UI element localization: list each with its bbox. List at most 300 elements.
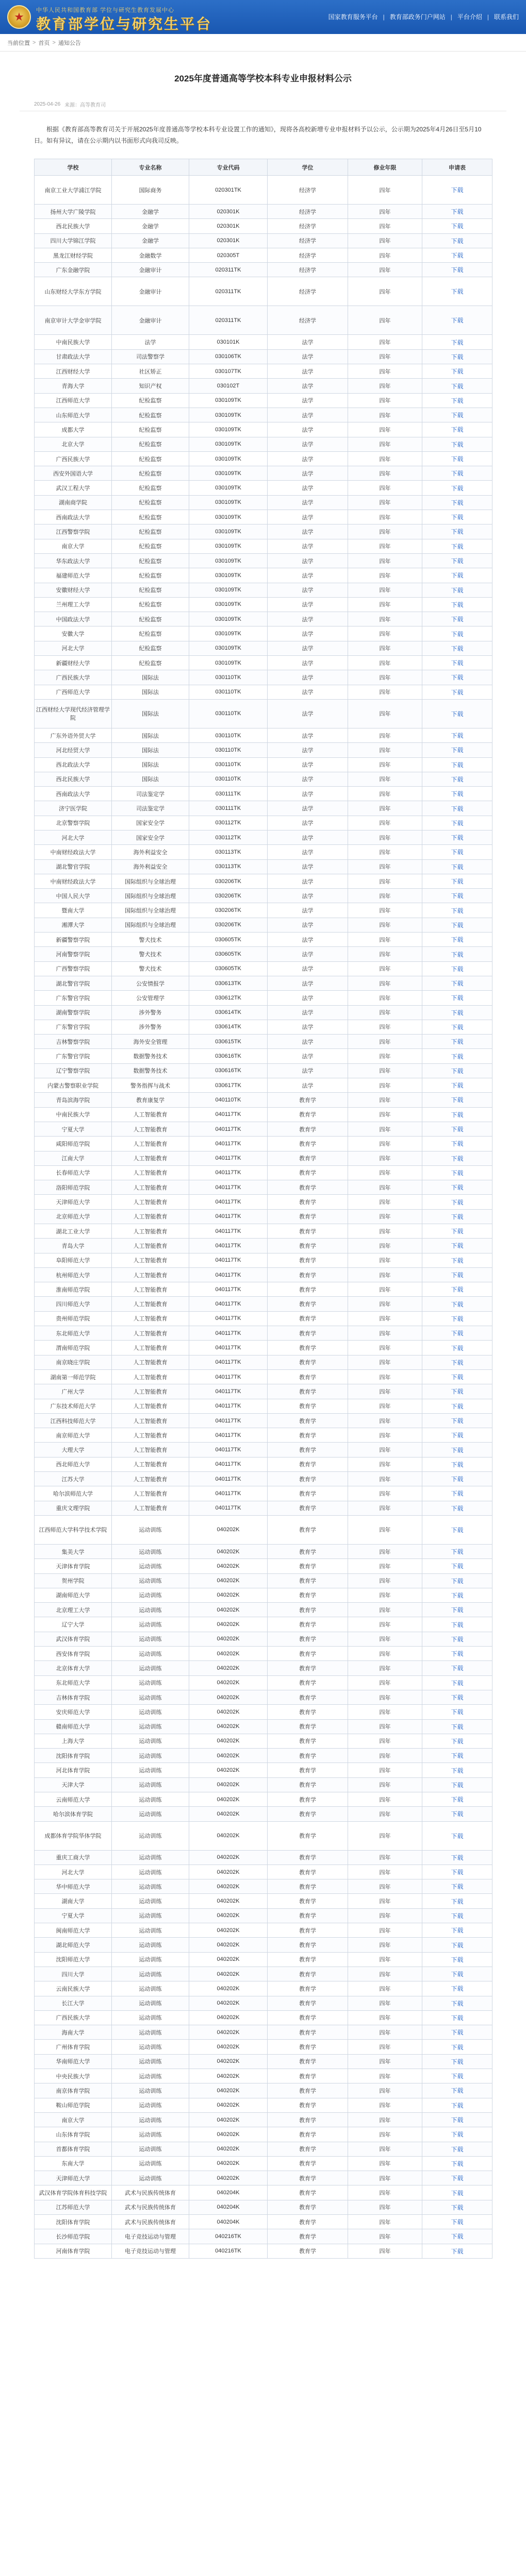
duration-cell: 四年 xyxy=(348,1180,422,1195)
download-link[interactable]: 下载 xyxy=(451,1169,464,1177)
download-link[interactable]: 下载 xyxy=(451,1228,464,1235)
download-link[interactable]: 下载 xyxy=(451,1286,464,1294)
download-cell xyxy=(422,1035,492,1049)
download-link[interactable]: 下载 xyxy=(451,514,464,521)
download-link[interactable]: 下载 xyxy=(451,1023,464,1031)
download-link[interactable]: 下载 xyxy=(451,266,464,274)
download-link[interactable]: 下载 xyxy=(451,1300,464,1308)
download-link[interactable]: 下载 xyxy=(451,2087,464,2095)
table-row xyxy=(35,1486,492,1501)
download-link[interactable]: 下载 xyxy=(451,317,464,325)
duration-cell: 四年 xyxy=(348,568,422,583)
download-link[interactable]: 下载 xyxy=(451,1096,464,1104)
download-link[interactable]: 下载 xyxy=(451,1694,464,1702)
degree-cell: 教育学 xyxy=(268,1923,348,1938)
download-link[interactable]: 下载 xyxy=(451,1242,464,1250)
duration-cell: 四年 xyxy=(348,670,422,685)
download-link[interactable]: 下载 xyxy=(451,2102,464,2109)
major-cell: 纪检监察 xyxy=(112,524,189,539)
download-cell xyxy=(422,364,492,379)
code-cell: 040117TK xyxy=(189,1122,268,1136)
download-link[interactable]: 下载 xyxy=(451,1461,464,1468)
download-link[interactable]: 下载 xyxy=(451,499,464,506)
download-link[interactable]: 下载 xyxy=(451,412,464,419)
download-link[interactable]: 下载 xyxy=(451,252,464,260)
school-cell: 东南大学 xyxy=(35,2156,112,2171)
table-row xyxy=(35,801,492,816)
degree-cell: 法学 xyxy=(268,524,348,539)
download-link[interactable]: 下载 xyxy=(451,1854,464,1861)
download-cell xyxy=(422,1195,492,1209)
download-link[interactable]: 下载 xyxy=(451,1446,464,1454)
major-cell: 公安管理学 xyxy=(112,991,189,1005)
school-cell: 成都体育学院华体学院 xyxy=(35,1821,112,1850)
download-link[interactable]: 下载 xyxy=(451,1869,464,1876)
duration-cell: 四年 xyxy=(348,2069,422,2083)
download-link[interactable]: 下载 xyxy=(451,1490,464,1498)
download-link[interactable]: 下载 xyxy=(451,1679,464,1687)
download-cell xyxy=(422,583,492,597)
download-cell xyxy=(422,1384,492,1399)
download-link[interactable]: 下载 xyxy=(451,426,464,434)
download-link[interactable]: 下载 xyxy=(451,1737,464,1745)
download-link[interactable]: 下载 xyxy=(451,1621,464,1629)
download-link[interactable]: 下载 xyxy=(451,710,464,718)
download-link[interactable]: 下载 xyxy=(451,528,464,536)
degree-cell: 法学 xyxy=(268,1049,348,1063)
table-row xyxy=(35,1981,492,1996)
download-link[interactable]: 下载 xyxy=(451,1999,464,2007)
major-cell: 纪检监察 xyxy=(112,495,189,510)
download-link[interactable]: 下载 xyxy=(451,936,464,944)
school-cell: 西南政法大学 xyxy=(35,787,112,801)
degree-cell: 教育学 xyxy=(268,2025,348,2040)
table-row xyxy=(35,1253,492,1267)
duration-cell: 四年 xyxy=(348,1632,422,1646)
download-cell xyxy=(422,1632,492,1646)
download-link[interactable]: 下载 xyxy=(451,775,464,783)
majors-table xyxy=(34,159,492,2259)
duration-cell: 四年 xyxy=(348,1544,422,1558)
download-link[interactable]: 下载 xyxy=(451,1752,464,1760)
school-cell: 江西科技师范大学 xyxy=(35,1413,112,1428)
duration-cell: 四年 xyxy=(348,1486,422,1501)
school-cell: 哈尔滨体育学院 xyxy=(35,1807,112,1821)
duration-cell: 四年 xyxy=(348,364,422,379)
download-link[interactable]: 下载 xyxy=(451,1767,464,1774)
download-link[interactable]: 下载 xyxy=(451,2160,464,2167)
school-cell: 西北政法大学 xyxy=(35,757,112,772)
duration-cell: 四年 xyxy=(348,2010,422,2025)
major-cell: 人工智能教育 xyxy=(112,1282,189,1297)
download-cell xyxy=(422,306,492,335)
site-logo[interactable] xyxy=(7,4,213,31)
download-link[interactable]: 下载 xyxy=(451,187,464,194)
download-link[interactable]: 下载 xyxy=(451,1708,464,1716)
table-row xyxy=(35,205,492,219)
duration-cell: 四年 xyxy=(348,2040,422,2054)
download-link[interactable]: 下载 xyxy=(451,921,464,929)
degree-cell: 法学 xyxy=(268,816,348,830)
code-cell: 040202K xyxy=(189,1705,268,1719)
download-link[interactable]: 下载 xyxy=(451,586,464,594)
download-link[interactable]: 下载 xyxy=(451,980,464,988)
download-link[interactable]: 下载 xyxy=(451,397,464,404)
code-cell: 030206TK xyxy=(189,918,268,932)
download-cell xyxy=(422,2098,492,2112)
download-link[interactable]: 下载 xyxy=(451,601,464,608)
download-link[interactable]: 下载 xyxy=(451,1374,464,1381)
download-link[interactable]: 下载 xyxy=(451,1067,464,1075)
download-link[interactable]: 下载 xyxy=(451,1184,464,1192)
duration-cell: 四年 xyxy=(348,205,422,219)
duration-cell: 四年 xyxy=(348,1952,422,1967)
download-link[interactable]: 下载 xyxy=(451,1723,464,1731)
download-link[interactable]: 下载 xyxy=(451,1359,464,1366)
download-link[interactable]: 下载 xyxy=(451,2175,464,2182)
degree-cell: 教育学 xyxy=(268,1282,348,1297)
download-cell xyxy=(422,1180,492,1195)
download-link[interactable]: 下载 xyxy=(451,1526,464,1534)
duration-cell: 四年 xyxy=(348,1559,422,1573)
code-cell: 040202K xyxy=(189,1821,268,1850)
download-link[interactable]: 下载 xyxy=(451,659,464,667)
download-link[interactable]: 下载 xyxy=(451,2189,464,2197)
duration-cell: 四年 xyxy=(348,728,422,742)
major-cell: 运动训练 xyxy=(112,2025,189,2040)
download-link[interactable]: 下载 xyxy=(451,1053,464,1060)
download-cell xyxy=(422,1107,492,1122)
degree-cell: 教育学 xyxy=(268,1486,348,1501)
code-cell: 030612TK xyxy=(189,991,268,1005)
table-row xyxy=(35,933,492,947)
download-link[interactable]: 下载 xyxy=(451,688,464,696)
school-cell: 集美大学 xyxy=(35,1544,112,1558)
download-link[interactable]: 下载 xyxy=(451,732,464,740)
download-link[interactable]: 下载 xyxy=(451,1781,464,1789)
download-link[interactable]: 下载 xyxy=(451,572,464,580)
major-cell: 人工智能教育 xyxy=(112,1165,189,1180)
download-link[interactable]: 下载 xyxy=(451,1832,464,1840)
table-row xyxy=(35,1049,492,1063)
code-cell: 040117TK xyxy=(189,1472,268,1486)
duration-cell: 四年 xyxy=(348,1501,422,1515)
download-link[interactable]: 下载 xyxy=(451,1213,464,1221)
download-link[interactable]: 下载 xyxy=(451,790,464,798)
download-link[interactable]: 下载 xyxy=(451,2116,464,2124)
download-link[interactable]: 下载 xyxy=(451,2233,464,2241)
download-link[interactable]: 下载 xyxy=(451,630,464,638)
download-cell xyxy=(422,1879,492,1894)
breadcrumb-home-link[interactable]: 首页 xyxy=(38,40,50,46)
download-link[interactable]: 下载 xyxy=(451,2145,464,2153)
breadcrumb-notices-link[interactable]: 通知公告 xyxy=(58,40,81,46)
download-link[interactable]: 下载 xyxy=(451,1606,464,1614)
download-link[interactable]: 下载 xyxy=(451,455,464,463)
download-link[interactable]: 下载 xyxy=(451,2043,464,2051)
download-link[interactable]: 下载 xyxy=(451,1635,464,1643)
download-link[interactable]: 下载 xyxy=(451,863,464,871)
download-link[interactable]: 下载 xyxy=(451,1402,464,1410)
download-link[interactable]: 下载 xyxy=(451,2218,464,2226)
major-cell: 运动训练 xyxy=(112,1923,189,1938)
download-link[interactable]: 下载 xyxy=(451,1257,464,1264)
download-link[interactable]: 下载 xyxy=(451,1563,464,1570)
school-cell: 湖南商学院 xyxy=(35,495,112,510)
download-link[interactable]: 下载 xyxy=(451,1985,464,1993)
download-link[interactable]: 下载 xyxy=(451,2131,464,2139)
download-link[interactable]: 下载 xyxy=(451,484,464,492)
school-cell: 沈阳体育学院 xyxy=(35,1749,112,1763)
nav-link-service-platform[interactable]: 国家教育服务平台 xyxy=(328,13,378,21)
download-link[interactable]: 下载 xyxy=(451,1883,464,1891)
school-cell: 云南民族大学 xyxy=(35,1981,112,1996)
download-link[interactable]: 下载 xyxy=(451,1941,464,1949)
download-link[interactable]: 下载 xyxy=(451,1665,464,1672)
download-cell xyxy=(422,1443,492,1457)
code-cell: 040202K xyxy=(189,1573,268,1588)
download-link[interactable]: 下载 xyxy=(451,1140,464,1148)
download-cell xyxy=(422,2200,492,2214)
download-link[interactable]: 下载 xyxy=(451,878,464,886)
table-row xyxy=(35,393,492,408)
download-link[interactable]: 下载 xyxy=(451,1548,464,1556)
code-cell: 040202K xyxy=(189,2098,268,2112)
download-link[interactable]: 下载 xyxy=(451,470,464,478)
download-link[interactable]: 下载 xyxy=(451,1927,464,1935)
major-cell: 运动训练 xyxy=(112,1952,189,1967)
download-link[interactable]: 下载 xyxy=(451,849,464,856)
major-cell: 金融学 xyxy=(112,219,189,233)
code-cell: 040202K xyxy=(189,1647,268,1661)
table-row xyxy=(35,1559,492,1573)
major-cell: 运动训练 xyxy=(112,1763,189,1777)
degree-cell: 法学 xyxy=(268,830,348,844)
school-cell: 鞍山师范学院 xyxy=(35,2098,112,2112)
download-link[interactable]: 下载 xyxy=(451,747,464,754)
download-cell xyxy=(422,1675,492,1690)
duration-cell: 四年 xyxy=(348,2229,422,2244)
school-cell: 湖北师范大学 xyxy=(35,1938,112,1952)
code-cell: 040202K xyxy=(189,1967,268,1981)
code-cell: 040202K xyxy=(189,2142,268,2156)
code-cell: 040117TK xyxy=(189,1443,268,1457)
duration-cell: 四年 xyxy=(348,1253,422,1267)
major-cell: 人工智能教育 xyxy=(112,1209,189,1224)
code-cell: 040202K xyxy=(189,1515,268,1544)
download-link[interactable]: 下载 xyxy=(451,1111,464,1118)
school-cell: 吉林体育学院 xyxy=(35,1690,112,1704)
download-link[interactable]: 下载 xyxy=(451,1591,464,1599)
download-link[interactable]: 下载 xyxy=(451,1476,464,1483)
duration-cell: 四年 xyxy=(348,641,422,655)
download-link[interactable]: 下载 xyxy=(451,892,464,900)
code-cell: 030109TK xyxy=(189,495,268,510)
degree-cell: 教育学 xyxy=(268,1399,348,1413)
degree-cell: 教育学 xyxy=(268,1267,348,1282)
duration-cell: 四年 xyxy=(348,1923,422,1938)
download-link[interactable]: 下载 xyxy=(451,2204,464,2211)
download-link[interactable]: 下载 xyxy=(451,543,464,550)
download-link[interactable]: 下载 xyxy=(451,1082,464,1090)
duration-cell: 四年 xyxy=(348,2185,422,2200)
download-link[interactable]: 下载 xyxy=(451,288,464,296)
download-link[interactable]: 下载 xyxy=(451,965,464,973)
major-cell: 纪检监察 xyxy=(112,539,189,553)
site-header xyxy=(0,0,526,34)
major-cell: 运动训练 xyxy=(112,1749,189,1763)
code-cell: 030110TK xyxy=(189,743,268,757)
download-link[interactable]: 下载 xyxy=(451,1344,464,1352)
download-link[interactable]: 下载 xyxy=(451,1912,464,1920)
download-link[interactable]: 下载 xyxy=(451,907,464,914)
download-link[interactable]: 下载 xyxy=(451,1126,464,1133)
school-cell: 新疆警察学院 xyxy=(35,933,112,947)
download-link[interactable]: 下载 xyxy=(451,616,464,623)
major-cell: 运动训练 xyxy=(112,1792,189,1806)
breadcrumb-label: 当前位置 xyxy=(7,40,30,46)
download-link[interactable]: 下载 xyxy=(451,2247,464,2255)
nav-link-contact[interactable]: 联系我们 xyxy=(494,13,519,21)
code-cell: 040216TK xyxy=(189,2229,268,2244)
duration-cell: 四年 xyxy=(348,176,422,205)
major-cell: 运动训练 xyxy=(112,1675,189,1690)
school-cell: 北京体育大学 xyxy=(35,1661,112,1675)
major-cell: 运动训练 xyxy=(112,2112,189,2127)
code-cell: 030613TK xyxy=(189,976,268,990)
degree-cell: 教育学 xyxy=(268,2229,348,2244)
download-link[interactable]: 下载 xyxy=(451,994,464,1002)
download-link[interactable]: 下载 xyxy=(451,557,464,565)
school-cell: 海南大学 xyxy=(35,2025,112,2040)
code-cell: 040202K xyxy=(189,1559,268,1573)
download-link[interactable]: 下载 xyxy=(451,2073,464,2080)
degree-cell: 教育学 xyxy=(268,2200,348,2214)
download-link[interactable]: 下载 xyxy=(451,805,464,812)
download-link[interactable]: 下载 xyxy=(451,1009,464,1016)
download-link[interactable]: 下载 xyxy=(451,223,464,230)
download-link[interactable]: 下载 xyxy=(451,674,464,682)
download-cell xyxy=(422,757,492,772)
download-cell xyxy=(422,656,492,670)
degree-cell: 教育学 xyxy=(268,1443,348,1457)
table-row xyxy=(35,2040,492,2054)
degree-cell: 教育学 xyxy=(268,1705,348,1719)
major-cell: 纪检监察 xyxy=(112,408,189,422)
download-link[interactable]: 下载 xyxy=(451,1417,464,1425)
duration-cell: 四年 xyxy=(348,1515,422,1544)
download-link[interactable]: 下载 xyxy=(451,1796,464,1804)
download-cell xyxy=(422,1239,492,1253)
major-cell: 纪检监察 xyxy=(112,437,189,451)
download-link[interactable]: 下载 xyxy=(451,645,464,652)
download-cell xyxy=(422,787,492,801)
download-link[interactable]: 下载 xyxy=(451,1956,464,1963)
degree-cell: 教育学 xyxy=(268,1675,348,1690)
table-row xyxy=(35,248,492,262)
download-link[interactable]: 下载 xyxy=(451,1038,464,1046)
download-link[interactable]: 下载 xyxy=(451,2029,464,2037)
major-cell: 运动训练 xyxy=(112,1850,189,1865)
degree-cell: 教育学 xyxy=(268,2040,348,2054)
degree-cell: 法学 xyxy=(268,845,348,859)
download-link[interactable]: 下载 xyxy=(451,440,464,448)
school-cell: 西北民族大学 xyxy=(35,219,112,233)
nav-link-about[interactable]: 平台介绍 xyxy=(457,13,482,21)
code-cell: 040216TK xyxy=(189,2244,268,2258)
school-cell: 大理大学 xyxy=(35,1443,112,1457)
download-link[interactable]: 下载 xyxy=(451,1810,464,1818)
download-cell xyxy=(422,1588,492,1602)
download-link[interactable]: 下载 xyxy=(451,951,464,958)
download-link[interactable]: 下载 xyxy=(451,208,464,216)
duration-cell: 四年 xyxy=(348,845,422,859)
download-link[interactable]: 下载 xyxy=(451,237,464,245)
download-cell xyxy=(422,1501,492,1515)
table-row xyxy=(35,277,492,306)
download-link[interactable]: 下载 xyxy=(451,1971,464,1978)
degree-cell: 教育学 xyxy=(268,1369,348,1384)
download-link[interactable]: 下载 xyxy=(451,1155,464,1162)
table-row xyxy=(35,1005,492,1020)
table-row xyxy=(35,1777,492,1792)
school-cell: 甘肃政法大学 xyxy=(35,349,112,364)
download-link[interactable]: 下载 xyxy=(451,353,464,361)
download-link[interactable]: 下载 xyxy=(451,368,464,376)
school-cell: 宁夏大学 xyxy=(35,1122,112,1136)
duration-cell: 四年 xyxy=(348,656,422,670)
school-cell: 重庆工商大学 xyxy=(35,1850,112,1865)
nav-link-moe-portal[interactable]: 教育部政务门户网站 xyxy=(389,13,446,21)
download-link[interactable]: 下载 xyxy=(451,1315,464,1323)
download-link[interactable]: 下载 xyxy=(451,1198,464,1206)
download-link[interactable]: 下载 xyxy=(451,2058,464,2065)
table-row xyxy=(35,466,492,481)
table-row xyxy=(35,816,492,830)
school-cell: 南京大学 xyxy=(35,539,112,553)
duration-cell: 四年 xyxy=(348,1239,422,1253)
school-cell: 北京大学 xyxy=(35,437,112,451)
download-link[interactable]: 下载 xyxy=(451,1272,464,1279)
download-link[interactable]: 下载 xyxy=(451,2014,464,2022)
major-cell: 海外安全管理 xyxy=(112,1035,189,1049)
school-cell: 江西财经大学现代经济管理学院 xyxy=(35,699,112,728)
download-link[interactable]: 下载 xyxy=(451,1330,464,1337)
download-link[interactable]: 下载 xyxy=(451,834,464,842)
download-link[interactable]: 下载 xyxy=(451,761,464,769)
code-cell: 030110TK xyxy=(189,772,268,786)
download-link[interactable]: 下载 xyxy=(451,382,464,390)
download-link[interactable]: 下载 xyxy=(451,1388,464,1396)
download-link[interactable]: 下载 xyxy=(451,819,464,827)
school-cell: 北京师范大学 xyxy=(35,1209,112,1224)
download-link[interactable]: 下载 xyxy=(451,338,464,346)
table-row xyxy=(35,364,492,379)
school-cell: 西北民族大学 xyxy=(35,772,112,786)
table-row xyxy=(35,1078,492,1093)
download-link[interactable]: 下载 xyxy=(451,1432,464,1439)
download-link[interactable]: 下载 xyxy=(451,1897,464,1905)
major-cell: 纪检监察 xyxy=(112,422,189,437)
school-cell: 吉林警察学院 xyxy=(35,1035,112,1049)
download-link[interactable]: 下载 xyxy=(451,1504,464,1512)
major-cell: 运动训练 xyxy=(112,1573,189,1588)
degree-cell: 教育学 xyxy=(268,1661,348,1675)
major-cell: 人工智能教育 xyxy=(112,1107,189,1122)
download-link[interactable]: 下载 xyxy=(451,1577,464,1585)
download-link[interactable]: 下载 xyxy=(451,1650,464,1658)
download-cell xyxy=(422,874,492,888)
